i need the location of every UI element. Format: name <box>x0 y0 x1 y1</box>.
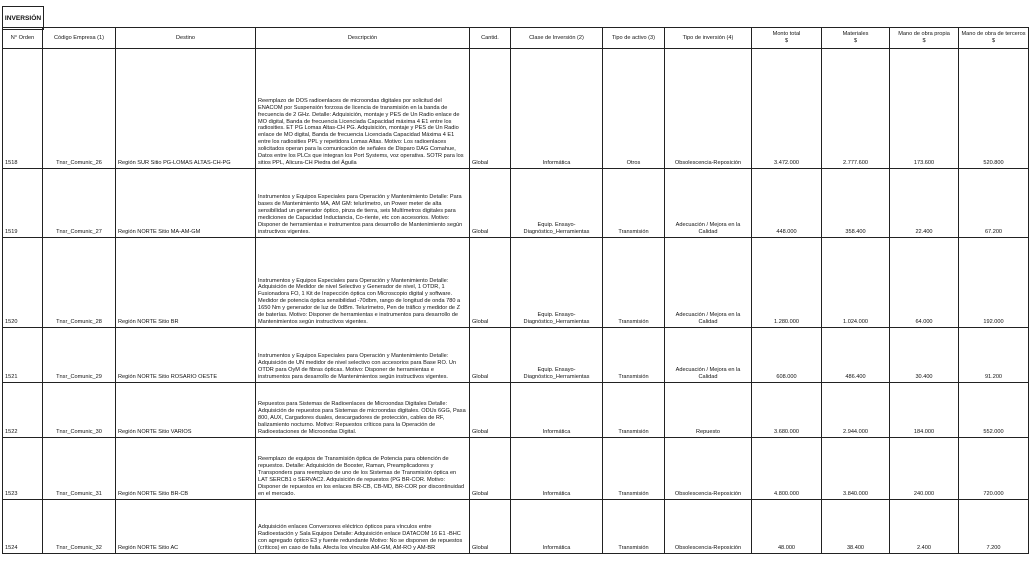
cell-descripcion: Repuestos para Sistemas de Radioenlaces de Microondas Digitales Detalle: Adquisición de repuestos para Sistemas de microondas digitales. ODUs 6GG, Pasa 800, AUX, Cargadores duales, descargadores de protección, cables de RF, balizamiento nocturno. Motivo: Repuestos críticos para la Operación de Radioestaciones de Microondas Digital. <box>256 383 470 438</box>
header-row <box>3 28 1029 49</box>
header-monto-total-label: Monto total <box>772 31 801 38</box>
cell-materiales: 2.777.600 <box>822 49 890 169</box>
cell-mano-propia: 2.400 <box>890 500 959 554</box>
cell-monto-total: 3.472.000 <box>752 49 822 169</box>
cell-codigo: Tnsr_Comunic_32 <box>43 500 116 554</box>
cell-codigo: Tnsr_Comunic_29 <box>43 328 116 383</box>
cell-descripcion: Instrumentos y Equipos Especiales para Operación y Mantenimiento Detalle: Adquisición de Medidor de nivel Selectivo y Generador de nivel, 1 OTDR, 1 Fusionadora FO, 1 Kit de Inspección óptica con Microscopio digital y software. Medidor de potencia óptica sensibilidad -70dbm, rango de longitud de onda 780 a 1650 Nm y generador de luz de 0dBm. Telurímetro, Pen de tráfico y medidor de Z de baterías. Motivo: Disponer de herramientas e instrumentos para desarrollo de Mantenimientos según instructivos vigentes. <box>256 238 470 328</box>
table-row <box>3 438 1029 500</box>
cell-descripcion: Reemplazo de equipos de Transmisión óptica de Potencia para obtención de repuestos. Detalle: Adquisición de Booster, Raman, Preamplicadores y Transponders para reemplazo de uno de los Sistemas de Transmisión óptica en LAT SERCB1 o SERVAC2. Adquisición de repuestos (PG BR-COR. Motivo: Disponer de repuestos en los enlaces BR-CB, CB-MD, BR-COR por discontinuidad en el mercado. <box>256 438 470 500</box>
cell-orden: 1521 <box>3 328 43 383</box>
cell-materiales: 3.840.000 <box>822 438 890 500</box>
section-title: INVERSIÓN <box>2 6 44 30</box>
cell-cantidad: Global <box>470 49 511 169</box>
table-row <box>3 500 1029 554</box>
cell-mano-terceros: 7.200 <box>959 500 1029 554</box>
cell-tipo-activo: Transmisión <box>603 438 665 500</box>
cell-orden: 1524 <box>3 500 43 554</box>
cell-destino: Región NORTE Sitio MA-AM-GM <box>116 169 256 238</box>
cell-destino: Región NORTE Sitio AC <box>116 500 256 554</box>
cell-cantidad: Global <box>470 500 511 554</box>
cell-tipo-activo: Otros <box>603 49 665 169</box>
cell-destino: Región NORTE Sitio VARIOS <box>116 383 256 438</box>
cell-cantidad: Global <box>470 383 511 438</box>
cell-materiales: 486.400 <box>822 328 890 383</box>
cell-codigo: Tnsr_Comunic_27 <box>43 169 116 238</box>
header-codigo: Código Empresa (1) <box>43 28 116 49</box>
cell-monto-total: 448.000 <box>752 169 822 238</box>
cell-tipo-inversion: Repuesto <box>665 383 752 438</box>
header-destino: Destino <box>116 28 256 49</box>
cell-mano-propia: 64.000 <box>890 238 959 328</box>
cell-destino: Región SUR Sitio PG-LOMAS ALTAS-CH-PG <box>116 49 256 169</box>
cell-mano-propia: 173.600 <box>890 49 959 169</box>
header-orden: N° Orden <box>3 28 43 49</box>
cell-destino: Región NORTE Sitio BR <box>116 238 256 328</box>
cell-descripcion: Adquisición enlaces Conversores eléctrico ópticos para vínculos entre Radioestación y Sala Equipos Detalle: Adquisición enlace DATACOM 16 E1 -BHC con agregado óptico E3 y fuente redundante Motivo: No se disponen de repuestos (críticos) en caso de falla. Afecta los vínculos AM-GM, AM-RO y AM-BR <box>256 500 470 554</box>
cell-tipo-activo: Transmisión <box>603 169 665 238</box>
header-mano-terceros <box>959 28 1029 49</box>
header-materiales-label: Materiales <box>842 31 869 38</box>
cell-clase: Informática <box>511 383 603 438</box>
cell-mano-terceros: 192.000 <box>959 238 1029 328</box>
cell-mano-terceros: 67.200 <box>959 169 1029 238</box>
header-mano-propia-unit: $ <box>922 38 926 44</box>
cell-monto-total: 3.680.000 <box>752 383 822 438</box>
cell-destino: Región NORTE Sitio ROSARIO OESTE <box>116 328 256 383</box>
cell-mano-terceros: 720.000 <box>959 438 1029 500</box>
cell-tipo-inversion: Adecuación / Mejora en la Calidad <box>665 238 752 328</box>
cell-mano-terceros: 552.000 <box>959 383 1029 438</box>
cell-materiales: 2.944.000 <box>822 383 890 438</box>
header-tipo-activo: Tipo de activo (3) <box>603 28 665 49</box>
cell-descripcion: Reemplazo de DOS radioenlaces de microondas digitales por solicitud del ENACOM por Suspensión forzosa de licencia de transmisión en la banda de frecuencia de 2 GHz. Detalle: Adquisición, montaje y PES de Un Radio enlace de MO digital, Banda de frecuencia Licenciada Capacidad máxima 4 E1 entre los radiosities. ET PG Lomas Altas-CH PG. Adquisición, montaje y PES de Un Radio enlace de MO digital, Banda de frecuencia Licenciada Capacidad Máxima 4 E1 entre los radiosities PPL y repetidora Lomas Altas. Motivo: Los radioenlaces solicitados operan para la comunicación de señales de Disparo DAG Comahue, Datos entre los PLCs que integran los Port Systems, voz operativa. SOTR para los sitios PPL, Alicura-CH Piedra del Águila <box>256 49 470 169</box>
table-row <box>3 383 1029 438</box>
cell-clase: Equip. Ensayo-Diagnóstico_Herramientas <box>511 169 603 238</box>
header-cantidad: Cantid. <box>470 28 511 49</box>
cell-tipo-inversion: Obsolescencia-Reposición <box>665 49 752 169</box>
cell-orden: 1518 <box>3 49 43 169</box>
cell-mano-propia: 240.000 <box>890 438 959 500</box>
cell-clase: Informática <box>511 500 603 554</box>
cell-monto-total: 608.000 <box>752 328 822 383</box>
header-descripcion: Descripción <box>256 28 470 49</box>
table-row <box>3 328 1029 383</box>
cell-codigo: Tnsr_Comunic_30 <box>43 383 116 438</box>
cell-materiales: 1.024.000 <box>822 238 890 328</box>
cell-codigo: Tnsr_Comunic_31 <box>43 438 116 500</box>
cell-mano-terceros: 520.800 <box>959 49 1029 169</box>
cell-descripcion: Instrumentos y Equipos Especiales para Operación y Mantenimiento Detalle: Adquisición de UN medidor de nivel selectivo con accesorios para Base RO. Un OTDR para OyM de fibras ópticas. Motivo: Disponer de herramientas e instrumentos para desarrollo de Mantenimientos según instructivos vigentes. <box>256 328 470 383</box>
header-mano-terceros-label: Mano de obra de terceros <box>961 31 1026 38</box>
table-row <box>3 238 1029 328</box>
header-clase: Clase de Inversión (2) <box>511 28 603 49</box>
cell-tipo-inversion: Obsolescencia-Reposición <box>665 500 752 554</box>
table-row <box>3 49 1029 169</box>
header-mano-propia-label: Mano de obra propia <box>898 31 950 38</box>
cell-materiales: 38.400 <box>822 500 890 554</box>
cell-tipo-activo: Transmisión <box>603 238 665 328</box>
cell-materiales: 358.400 <box>822 169 890 238</box>
cell-tipo-activo: Transmisión <box>603 383 665 438</box>
cell-mano-terceros: 91.200 <box>959 328 1029 383</box>
cell-tipo-inversion: Adecuación / Mejora en la Calidad <box>665 169 752 238</box>
header-materiales <box>822 28 890 49</box>
cell-monto-total: 4.800.000 <box>752 438 822 500</box>
cell-cantidad: Global <box>470 238 511 328</box>
cell-tipo-inversion: Adecuación / Mejora en la Calidad <box>665 328 752 383</box>
cell-cantidad: Global <box>470 328 511 383</box>
header-monto-total-unit: $ <box>784 38 789 44</box>
cell-codigo: Tnsr_Comunic_26 <box>43 49 116 169</box>
cell-clase: Informática <box>511 438 603 500</box>
header-mano-propia <box>890 28 959 49</box>
investment-table <box>2 27 1029 554</box>
cell-cantidad: Global <box>470 169 511 238</box>
cell-clase: Equip. Ensayo-Diagnóstico_Herramientas <box>511 328 603 383</box>
table-row <box>3 169 1029 238</box>
cell-descripcion: Instrumentos y Equipos Especiales para Operación y Mantenimiento Detalle: Para bases de Mantenimiento MA, AM GM: telurímetro, un Power meter de alta sensibilidad un generador óptico, pinza de tierra, seis Multímetros digitales para mediciones de Capacidad Inductancia, Co-riente, etc con accesorios. Motivo: Disponer de herramientas e instrumentos para desarrollo de Mantenimiento según instructivos vigentes. <box>256 169 470 238</box>
header-monto-total <box>752 28 822 49</box>
cell-cantidad: Global <box>470 438 511 500</box>
cell-mano-propia: 22.400 <box>890 169 959 238</box>
cell-destino: Región NORTE Sitio BR-CB <box>116 438 256 500</box>
cell-orden: 1522 <box>3 383 43 438</box>
cell-clase: Equip. Ensayo-Diagnóstico_Herramientas <box>511 238 603 328</box>
cell-clase: Informática <box>511 49 603 169</box>
header-tipo-inversion: Tipo de inversión (4) <box>665 28 752 49</box>
cell-codigo: Tnsr_Comunic_28 <box>43 238 116 328</box>
cell-tipo-activo: Transmisión <box>603 500 665 554</box>
cell-monto-total: 48.000 <box>752 500 822 554</box>
cell-monto-total: 1.280.000 <box>752 238 822 328</box>
header-materiales-unit: $ <box>853 38 858 44</box>
cell-orden: 1523 <box>3 438 43 500</box>
cell-tipo-activo: Transmisión <box>603 328 665 383</box>
cell-orden: 1520 <box>3 238 43 328</box>
cell-mano-propia: 184.000 <box>890 383 959 438</box>
cell-tipo-inversion: Obsolescencia-Reposición <box>665 438 752 500</box>
cell-orden: 1519 <box>3 169 43 238</box>
cell-mano-propia: 30.400 <box>890 328 959 383</box>
header-mano-terceros-unit: $ <box>991 38 996 44</box>
